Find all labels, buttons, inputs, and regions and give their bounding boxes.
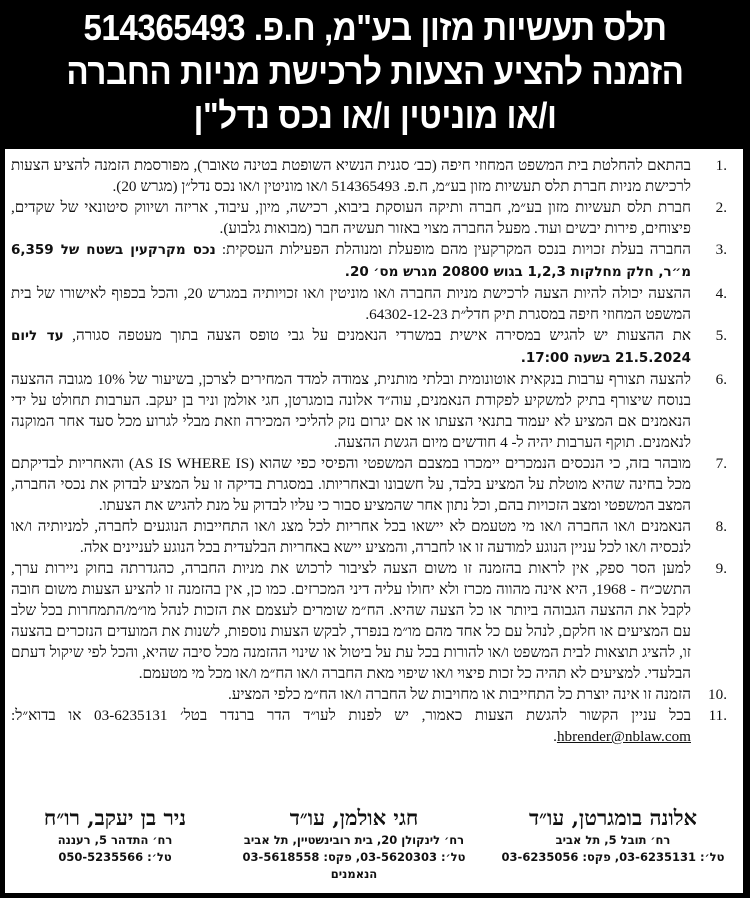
clause-9 xyxy=(11,558,735,684)
clause-4 xyxy=(11,283,735,325)
clause-text: הנאמנים ו/או החברה ו/או מי מטעמם לא יישאו בכל אחריות לכל מצג ו/או התחייבות הנוגעים לחברה, למניותיה ו/או לנכסיה ו/או לכל עניין הנוגע למודעה זו או לחברה, והמציע יישא באחריות הבלעדית בכל הנוגע לעניינים אלה. xyxy=(11,518,691,556)
clause-number: 5. xyxy=(715,327,727,344)
signer-name: אלונה בומגרטן, עו״ד xyxy=(528,805,698,830)
clause-3 xyxy=(11,239,735,283)
clause-tail: . xyxy=(553,728,557,745)
signer-phone: טל׳: 03-6235131, פקס: 03-6235056 xyxy=(501,850,725,864)
clause-text: להצעה תצורף ערבות בנקאית אוטונומית ובלתי מותנית, צמודה למדד המחירים לצרכן, בשיעור של 10% מגובה ההצעה בנוסח שיצורף בתיק למשקיע לפקודת הנאמנים, עוה״ד אלונה בומגרטן, חגי אולמן וניר בן יעקב. הערבות תחולט על ידי הנאמנים אם המציע לא יעמוד בתנאי הצעתו או אם יגרום נזק להליכי המכירה וזאת מבלי לגרוע מכל סעד אחר המוקנה לנאמנים. תוקף הערבות יהיה ל- 4 חודשים מיום הגשת ההצעה. xyxy=(11,371,692,451)
clause-number: 7. xyxy=(715,455,727,472)
clause-7 xyxy=(11,453,735,516)
clause-text: ההצעה יכולה להיות הצעה לרכישת מניות החברה ו/או מוניטין ו/או זכויותיה במגרש 20, והכל בכפוף לאישורו של בית המשפט המחוזי חיפה במסגרת תיק חדל״ת 64302-12-23. xyxy=(11,285,691,323)
clause-text: בהתאם להחלטת בית המשפט המחוזי חיפה (כב׳ סגנית הנשיא השופטת בטינה טאובר), מפורסמת הזמנה להציע הצעות לרכישת מניות חברת תלס תעשיות מזון בע״מ, ח.פ. 514365493 ו/או מוניטין ו/או נכס נדל״ן (מגרש 20). xyxy=(11,157,691,195)
clauses-list xyxy=(5,149,743,747)
notice-body xyxy=(4,148,744,894)
clause-number: 8. xyxy=(715,518,727,535)
clause-text: את ההצעות יש להגיש במסירה אישית במשרדי הנאמנים על גבי טופס הצעה בתוך מעטפה סגורה, xyxy=(63,327,691,344)
clause-text: מובהר בזה, כי הנכסים הנמכרים יימכרו במצבם המשפטי והפיסי כפי שהוא (AS IS WHERE IS) והאחריות לבדיקתם מכל בחינה שהיא מוטלת על המציע בלבד, על חשבונו ובאחריותו. במסגרת בדיקה זו על המציע לבדוק את נכסי החברה, המצב המשפטי ומצב הזכויות בהם, וכל נתון אחר שהמציע סבור כי עליו לבדוק על מנת להגיש את הצעתו. xyxy=(11,455,692,514)
header-title-line-1: תלס תעשיות מזון בע"מ, ח.פ. 514365493 xyxy=(83,7,667,48)
clause-text: למען הסר ספק, אין לראות בהזמנה זו משום הצעה לציבור לרכוש את מניות החברה, כהגדרתה בחוק ניירות ערך, התשכ״ח - 1968, היא אינה מהווה מכרז ולא יחולו עליה דיני המכרזים. כמו כן, אין בהזמנה זו להציע הצעות משום חובה לקבל את ההצעה הגבוהה ביותר או כל הצעה שהיא. הח״מ שומרים לעצמם את הזכות לנהל מו״מ/התמחרות בכל שלב עם המציעים או חלקם, לנהל עם כל אחד מהם מו״מ בנפרד, לבקש הצעות נוספות, לשנות את המועדים הנזכרים בהצעה זו, להציג תוצאות לבית המשפט ו/או להורות בכל עת על ביטול או שינוי ההזמנה מכל סיבה שהיא, והכל לפי שיקול דעתם הבלעדי. למציעים לא תהיה כל זכות פיצוי ו/או שיפוי מאת החברה ו/או הח״מ ו/או מכל מי מטעמם. xyxy=(11,560,691,682)
clause-number: 3. xyxy=(715,241,727,258)
clause-number: 9. xyxy=(715,560,727,577)
signer-phone: טל׳: 03-5620303, פקס: 03-5618558 xyxy=(242,850,466,864)
email-link[interactable]: hbrender@nblaw.com xyxy=(556,728,691,745)
clause-11 xyxy=(11,705,735,747)
clause-number: 10. xyxy=(708,686,727,703)
clause-5 xyxy=(11,325,735,369)
clause-text: בכל עניין הקשור להגשת הצעות כאמור, יש לפנות לעו״ד הדר ברנדר בטל׳ 03-6235131 או בדוא״ל: xyxy=(11,707,691,724)
clause-text: הזמנה זו אינה יוצרת כל התחייבות או מחויבות של החברה ו/או הח״מ כלפי המציע. xyxy=(228,686,691,703)
clause-1 xyxy=(11,155,735,197)
signer-role: הנאמנים xyxy=(330,867,378,881)
notice-header xyxy=(0,0,750,148)
signer-name: ניר בן יעקב, רו״ח xyxy=(43,805,187,830)
clause-text: חברת תלס תעשיות מזון בע״מ, חברה ותיקה העוסקת ביבוא, רכישה, מיון, עיבוד, אריזה ושיווק סיטונאי של שקדים, פיצוחים, פירות יבשים ועוד. מפעל החברה מצוי באזור תעשיה חבר (מבואות גלבוע). xyxy=(11,199,691,237)
clause-text: החברה בעלת זכויות בנכס המקרקעין מהם מופעלת ומנוהלת הפעילות העסקית: xyxy=(215,241,692,258)
clause-number: 6. xyxy=(715,371,727,388)
signer-address: רח׳ לינקולן 20, בית רובינשטיין, תל אביב xyxy=(243,833,465,847)
signature-nir-ben-yaakov xyxy=(15,804,215,883)
deadline-text: עד ליום 21.5.2024 בשעה 17:00. xyxy=(11,328,691,366)
signatures xyxy=(5,804,743,883)
clause-bold-text: נכס מקרקעין בשטח של 6,359 מ״ר, חלק מחלקות 1,2,3 בגוש 20800 מגרש מס׳ 20. xyxy=(11,242,691,280)
clause-number: 1. xyxy=(715,157,727,174)
header-title-line-2: הזמנה להציע הצעות לרכישת מניות החברה xyxy=(66,51,684,92)
clause-6 xyxy=(11,369,735,453)
clause-number: 11. xyxy=(708,707,727,724)
header-title-line-3: ו/או מוניטין ו/או נכס נדל"ן xyxy=(193,95,557,136)
clause-2 xyxy=(11,197,735,239)
clause-number: 4. xyxy=(715,285,727,302)
clause-number: 2. xyxy=(715,199,727,216)
signer-phone: טל׳: 050-5235566 xyxy=(58,850,172,864)
clause-8 xyxy=(11,516,735,558)
signer-name: חגי אולמן, עו״ד xyxy=(289,805,419,830)
signature-hagai-ulman xyxy=(224,804,484,883)
signer-address: רח׳ תובל 5, תל אביב xyxy=(555,833,671,847)
clause-10 xyxy=(11,684,735,705)
signer-address: רח׳ התדהר 5, רעננה xyxy=(57,833,173,847)
signature-alona-baumgarten xyxy=(493,804,733,883)
